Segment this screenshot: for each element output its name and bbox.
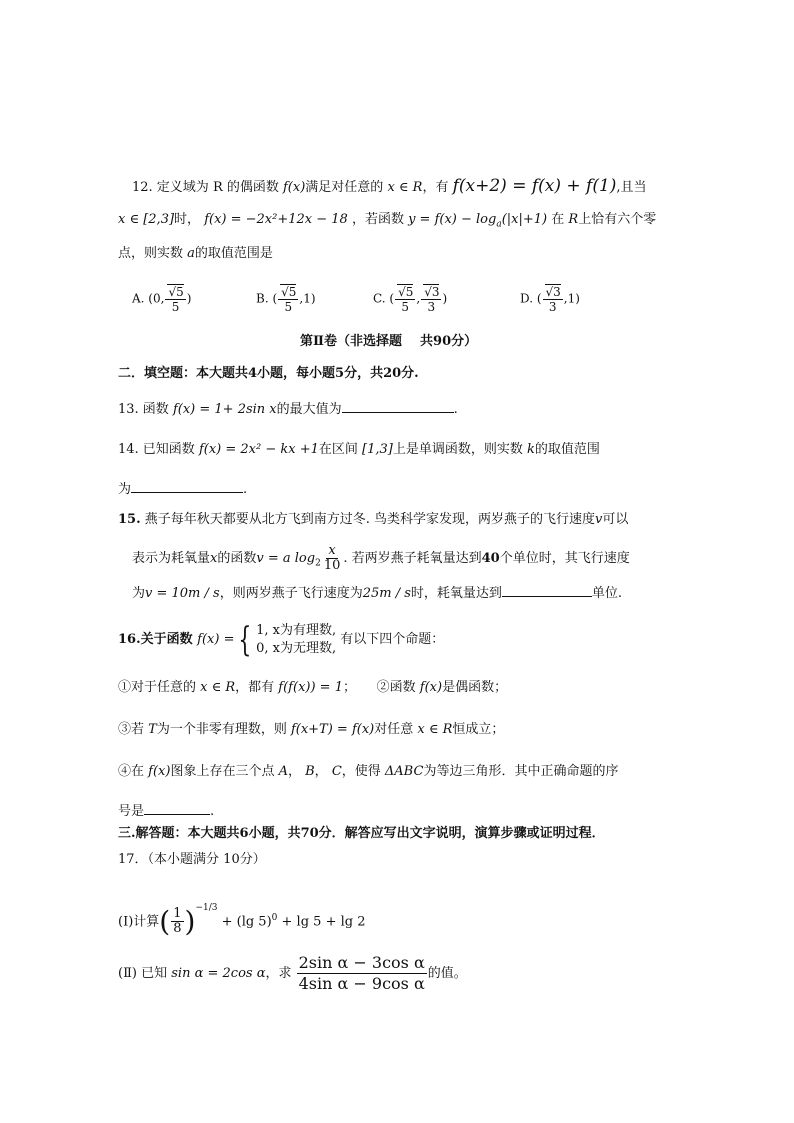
q17-text: ，求 (265, 966, 296, 981)
denominator: 5 (401, 300, 410, 314)
q13-text: 13. 函数 (118, 402, 173, 417)
q12-a: a (187, 246, 195, 261)
q12-text: 点，则实数 (118, 246, 188, 261)
q14-k: k (526, 442, 535, 457)
answer-blank[interactable] (131, 478, 243, 493)
denominator: 5 (284, 300, 293, 314)
q12-fx: f(x) (283, 180, 306, 195)
q16-math: f(x) (419, 680, 443, 695)
q15-text: 时，耗氧量达到 (410, 586, 502, 601)
q17-text: (Ⅰ)计算 (118, 914, 160, 930)
part2-title: 第Ⅱ卷（非选择题 共90分） (300, 334, 478, 349)
q16-math: C (331, 764, 342, 779)
q15-line3 (132, 582, 622, 604)
q13-text: . (453, 402, 458, 417)
q13-expr: f(x) = 1+ 2sin x (172, 402, 277, 417)
q15-text: 个单位时，其飞行速度 (499, 551, 630, 566)
option-text: B. ( (256, 291, 278, 306)
q15-text: 单位. (591, 586, 623, 601)
q12-text: 的取值范围是 (194, 246, 273, 261)
q17-text: + lg 5 + lg 2 (277, 914, 366, 930)
q14-line2 (118, 478, 247, 500)
sqrt: √5 (398, 285, 414, 299)
q16-cases (256, 622, 336, 658)
q16-text: ③若 (118, 722, 149, 737)
q15-line2 (132, 544, 630, 574)
q16-text: 恒成立； (452, 722, 505, 737)
q17-title: 17．（本小题满分 10分） (118, 852, 266, 867)
q16-text: 为一个非零有理数，则 (156, 722, 291, 737)
q16-math: x ∈ R (417, 722, 453, 737)
q13 (118, 398, 458, 420)
q16-text: 对任意 (374, 722, 418, 737)
q15-v: v (595, 512, 603, 527)
q16-text: 16.关于函数 (118, 632, 198, 647)
q12-base: a (496, 219, 502, 230)
q14-line1 (118, 440, 600, 460)
q15-speed1: v = 10m / s (145, 586, 220, 601)
q12-line2 (118, 210, 656, 235)
q12-text: 满足对任意的 (305, 180, 388, 195)
q16-prop3 (118, 720, 504, 740)
numerator: 1 (173, 906, 182, 922)
q15-number: 15. (118, 512, 141, 527)
q15-text: 燕子每年秋天都要从北方飞到南方过冬. 鸟类科学家发现，两岁燕子的飞行速度 (140, 512, 596, 527)
q14-interval: [1,3] (362, 442, 393, 457)
q16-math: T (148, 722, 157, 737)
q16-prop1 (118, 678, 507, 698)
denominator: 10 (323, 558, 341, 573)
numerator: 2sin α − 3cos α (298, 953, 425, 972)
q17-target-fraction (297, 953, 427, 994)
denominator: 3 (548, 300, 557, 314)
q16-math: x ∈ R (200, 680, 236, 695)
q15-text: 为 (132, 586, 146, 601)
q16-text: 是偶函数； (442, 680, 508, 695)
case-rational: 1, x为有理数, (256, 622, 337, 638)
option-text: D. ( (520, 291, 542, 306)
q16-text: 有以下四个命题： (336, 632, 445, 647)
q16-text: 为等边三角形．其中正确命题的序 (423, 764, 619, 779)
q12-text: ，有 (422, 180, 453, 195)
fraction (278, 284, 298, 314)
fraction (395, 284, 415, 314)
q16-math: B (305, 764, 315, 779)
q16-text: ， (287, 764, 306, 779)
q14-text: 14. 已知函数 (118, 442, 199, 457)
q12-arg: (|x|+1) (501, 212, 548, 227)
q17-part1 (118, 898, 365, 942)
q17-fraction (171, 907, 183, 936)
numerator: x (328, 543, 336, 558)
answer-blank[interactable] (144, 800, 210, 815)
option-text: ) (186, 291, 192, 306)
q16-text: 号是 (118, 804, 145, 819)
option-text: ,1) (299, 291, 316, 306)
q12-text: 上恰有六个零 (578, 212, 657, 227)
q16-text: ，都有 (235, 680, 279, 695)
q16-math: ΔABC (384, 764, 424, 779)
q14-text: . (243, 482, 248, 497)
q15-text: 的函数 (217, 551, 257, 566)
q17-text: 的值。 (427, 966, 467, 981)
option-text: C. ( (373, 291, 395, 306)
q12-text: ,且当 (616, 180, 647, 195)
answer-blank[interactable] (502, 582, 592, 597)
q12-option-c (373, 284, 447, 314)
q12-piece: f(x) = −2x²+12x − 18 (204, 212, 348, 227)
left-brace-icon: { (238, 619, 252, 660)
section3-heading: 三.解答题：本大题共6小题，共70分．解答应写出文字说明，演算步骤或证明过程． (118, 826, 605, 841)
q15-text: . 若两岁燕子耗氧量达到 (343, 551, 482, 566)
q16-math: f(x) (148, 764, 171, 779)
q16-text: ①对于任意的 (118, 680, 201, 695)
q12-text: 时， (174, 212, 205, 227)
q17-text: (Ⅱ) 已知 (118, 966, 172, 981)
q15-line1 (118, 510, 628, 530)
q12-R: R (568, 212, 579, 227)
q15-text: 表示为耗氧量 (132, 551, 211, 566)
q15-speed2: 25m / s (362, 586, 411, 601)
q12-interval: x ∈ [2,3] (118, 212, 175, 227)
q16-line1 (118, 620, 444, 660)
q15-text: ，则两岁燕子飞行速度为 (219, 586, 363, 601)
q16-line5 (118, 800, 214, 822)
q16-math: A (278, 764, 288, 779)
q17-text: + (lg 5) (217, 914, 272, 930)
q15-fraction (322, 544, 343, 573)
answer-blank[interactable] (342, 398, 454, 413)
fraction (165, 284, 185, 314)
q14-text: 上是单调函数，则实数 (392, 442, 527, 457)
q16-text: ，使得 (341, 764, 385, 779)
q13-text: 的最大值为 (276, 402, 342, 417)
denominator: 3 (427, 300, 436, 314)
q17-zero-exp: 0 (271, 913, 278, 923)
case-irrational: 0, x为无理数, (256, 640, 337, 656)
fraction (421, 284, 441, 314)
right-paren-icon: ) (184, 904, 196, 938)
fraction (543, 284, 563, 314)
q12-line3 (118, 244, 273, 264)
q12-line1 (132, 176, 647, 198)
sqrt: √3 (545, 285, 561, 299)
q16-math: f(f(x)) = 1 (278, 680, 343, 695)
q12-option-b (256, 284, 316, 314)
q12-equation: f(x+2) = f(x) + f(1) (452, 176, 617, 196)
left-paren-icon: ( (159, 904, 171, 938)
sqrt: √3 (424, 285, 440, 299)
denominator: 4sin α − 9cos α (298, 974, 425, 993)
option-text: A. (0, (132, 291, 165, 306)
q12-func: y = f(x) − log (408, 212, 497, 227)
q15-formula: v = a log (256, 551, 316, 566)
section2-heading: 二．填空题：本大题共4小题，每小题5分，共20分. (118, 366, 419, 381)
sqrt: √5 (168, 285, 184, 299)
sqrt: √5 (281, 285, 297, 299)
q12-text: 在 (547, 212, 569, 227)
q17-part2 (118, 952, 467, 996)
q12-text: 12. 定义域为 R 的偶函数 (132, 180, 283, 195)
option-text: , (416, 291, 421, 306)
denominator: 8 (173, 921, 182, 937)
q17-given: sin α = 2cos α (171, 966, 266, 981)
q16-text: ， (314, 764, 332, 779)
q15-x: x (210, 551, 218, 566)
q14-text: 在区间 (318, 442, 363, 457)
q16-text: ④在 (118, 764, 149, 779)
q14-text: 为 (118, 482, 132, 497)
q15-forty: 40 (481, 551, 500, 566)
q16-text: . (210, 804, 215, 819)
q16-prop4 (118, 762, 618, 782)
q16-math: f(x+T) = f(x) (290, 722, 375, 737)
q16-fx: f(x) = (197, 632, 235, 647)
q14-expr: f(x) = 2x² − kx +1 (198, 442, 319, 457)
q15-text: 可以 (602, 512, 629, 527)
q15-log-base: 2 (315, 558, 321, 569)
q14-text: 的取值范围 (534, 442, 600, 457)
q17-exponent: −1/3 (195, 903, 218, 913)
q16-text: ； ②函数 (342, 680, 420, 695)
q12-option-a (132, 284, 191, 314)
q16-text: 图象上存在三个点 (170, 764, 279, 779)
q12-domain: x ∈ R (387, 180, 423, 195)
denominator: 5 (171, 300, 180, 314)
option-text: ) (442, 291, 448, 306)
option-text: ,1) (563, 291, 580, 306)
q12-text: ，若函数 (347, 212, 409, 227)
q12-option-d (520, 284, 580, 314)
